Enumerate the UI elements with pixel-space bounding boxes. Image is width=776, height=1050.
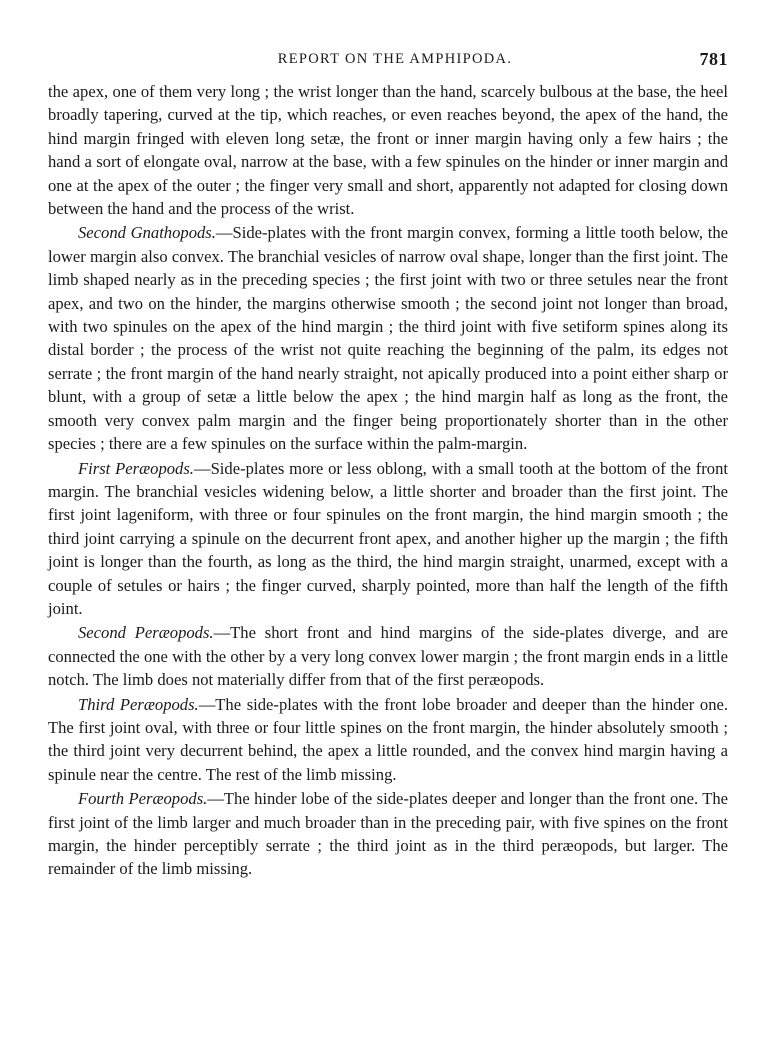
paragraph-text: —The short front and hind margins of the side-plates diverge, and are connected the one with the other by a very long convex lower margin ; the front margin ends in a little notch. The limb does not materially differ from that of the first peræopods. — [48, 623, 729, 690]
paragraph-text: the apex, one of them very long ; the wrist longer than the hand, scarcely bulbous at the base, the heel broadly tapering, curved at the tip, which reaches, or even reaches beyond, the apex of the hand, the hind margin fringed with eleven long setæ, the front or inner margin having only a few hairs ; the hand a sort of elongate oval, narrow at the base, with a few spinules on the hinder or inner margin and one at the apex of the outer ; the finger very small and short, apparently not adapted for closing down between the hand and the process of the wrist. — [48, 82, 728, 219]
paragraph-continuation — [48, 80, 728, 220]
paragraph-first-peraeopods — [48, 457, 728, 621]
paragraph-text: —The hinder lobe of the side-plates deeper and longer than the front one. The first joint of the limb larger and much broader than in the preceding pair, with five spines on the front margin, the hinder perceptibly serrate ; the third joint as in the third peræopods, but larger. The remainder of the limb missing. — [48, 789, 728, 879]
paragraph-second-gnathopods — [48, 221, 728, 455]
section-heading: Second Peræopods. — [78, 623, 214, 643]
body-text — [48, 80, 728, 881]
paragraph-text: —Side-plates with the front margin convex, forming a little tooth below, the lower margin also convex. The branchial vesicles of narrow oval shape, longer than the first joint. The limb shaped nearly as in the preceding species ; the first joint with two or three setules near the front apex, and two on the hinder, the margins otherwise smooth ; the second joint not longer than broad, with two spinules on the apex of the hind margin ; the third joint with five setiform spines along its distal border ; the process of the wrist not quite reaching the beginning of the palm, its edges not serrate ; the front margin of the hand nearly straight, not apically produced into a point either sharp or blunt, with a group of setæ a little below the apex ; the hind margin half as long as the front, the smooth very convex palm margin and the finger being proportionately shorter than in the other species ; there are a few spinules on the surface within the palm-margin. — [48, 223, 728, 454]
section-heading: Fourth Peræopods. — [78, 789, 208, 809]
page-number: 781 — [699, 49, 728, 69]
section-heading: First Peræopods. — [78, 458, 194, 478]
paragraph-third-peraeopods — [48, 693, 728, 787]
section-heading: Third Peræopods. — [78, 694, 199, 714]
running-title: REPORT ON THE AMPHIPODA. — [277, 51, 513, 67]
section-heading: Second Gnathopods. — [78, 223, 216, 243]
paragraph-text: —The side-plates with the front lobe broader and deeper than the hinder one. The first joint oval, with three or four little spines on the front margin, the hinder absolutely smooth ; the third joint very decurrent behind, the apex a little rounded, and the convex hind margin having a spinule near the centre. The rest of the limb missing. — [48, 694, 729, 784]
page-header — [48, 44, 728, 74]
paragraph-fourth-peraeopods — [48, 787, 728, 881]
paragraph-text: —Side-plates more or less oblong, with a small tooth at the bottom of the front margin. The branchial vesicles widening below, a little shorter and broader than the first joint. The first joint lageniform, with three or four spinules on the front margin, the hind margin smooth ; the third joint carrying a spinule on the decurrent front apex, and another higher up the margin ; the fifth joint is longer than the fourth, as long as the third, the hind margin straight, unarmed, except with a couple of setules or hairs ; the finger curved, sharply pointed, more than half the length of the fifth joint. — [48, 458, 729, 618]
document-page — [48, 44, 728, 882]
paragraph-second-peraeopods — [48, 621, 728, 691]
